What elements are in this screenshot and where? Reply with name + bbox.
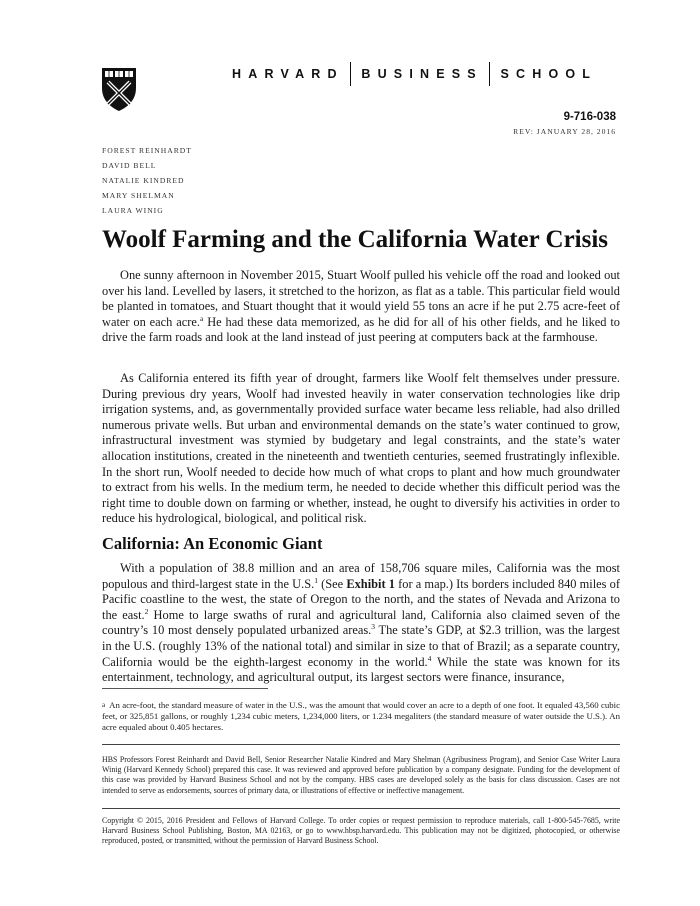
footnote-mark: a xyxy=(102,701,106,709)
author-list xyxy=(102,143,192,218)
author-name: NATALIE KINDRED xyxy=(102,176,185,185)
footnote-ref: a xyxy=(199,313,204,323)
footnote-text: An acre-foot, the standard measure of water in the U.S., was the amount that would cover an acre to a depth of one foot. It equaled 43,560 cubic feet, or 325,851 gallons, or roughly 1,234 cubic meters, 1,234,000 liters, or 1.234 megaliters (the standard measure of water outside the U.S.). An acre equaled about 0.405 hectares. xyxy=(102,700,620,732)
endnote-ref: 2 xyxy=(144,606,149,616)
footnote-separator xyxy=(102,688,268,689)
economy-paragraph xyxy=(102,561,620,686)
paragraph-text: for a map.) Its borders included 840 miles of Pacific coastline to the west, the state of Oregon to the north, and the states of Nevada and Arizona to the east. xyxy=(102,576,620,622)
endnote-ref: 1 xyxy=(314,575,318,585)
case-title: Woolf Farming and the California Water Crisis xyxy=(102,226,609,253)
revision-date: REV: JANUARY 28, 2016 xyxy=(513,127,616,136)
masthead-business: BUSINESS xyxy=(361,67,483,81)
harvard-business-school-masthead xyxy=(232,61,622,87)
paragraph-text: One sunny afternoon in November 2015, Stuart Woolf pulled his vehicle off the road and looked out over his land. Levelled by lasers, it stretched to the horizon, as flat as a table. This particular field would be planted in tomatoes, and Stuart thought that it would yield 55 tons an acre if he put 2.75 acre-feet of water on each acre. xyxy=(102,268,620,329)
paragraph-text: He had these data memorized, as he did for all of his other fields, and he liked to drive the farm roads and look at the land instead of just peering at computers back at the farmhouse. xyxy=(102,314,620,345)
section-heading: California: An Economic Giant xyxy=(102,534,323,553)
author-name: MARY SHELMAN xyxy=(102,191,175,200)
intro-paragraph xyxy=(102,268,620,346)
author-name: FOREST REINHARDT xyxy=(102,146,192,155)
author-name: DAVID BELL xyxy=(102,161,157,170)
copyright-notice: Copyright © 2015, 2016 President and Fellows of Harvard College. To order copies or request permission to reproduce materials, call 1-800-545-7685, write Harvard Business School Publishing, Boston, MA 02163, or go to www.hbsp.harvard.edu. This publication may not be digitized, photocopied, or otherwise reproduced, posted, or transmitted, without the permission of Harvard Business School. xyxy=(102,816,620,846)
footnote xyxy=(102,700,620,733)
authorship-note: HBS Professors Forest Reinhardt and David Bell, Senior Researcher Natalie Kindred and Mary Shelman (Agribusiness Program), and Senior Case Writer Laura Winig (Harvard Kennedy School) prepared this case. It was reviewed and approved before publication by a company designate. Funding for the development of this case was provided by Harvard Business School and not by the company. HBS cases are developed solely as the basis for class discussion. Cases are not intended to serve as endorsements, sources of primary data, or illustrations of effective or ineffective management. xyxy=(102,755,620,795)
paragraph-text: Home to large swaths of rural and agricultural land, California also claimed seven of the country’s 10 most densely populated urbanized areas. xyxy=(102,607,620,638)
masthead-divider xyxy=(350,62,352,86)
masthead-divider xyxy=(489,62,491,86)
endnote-ref: 4 xyxy=(427,653,432,663)
harvard-shield-icon xyxy=(100,66,138,112)
drought-paragraph: As California entered its fifth year of drought, farmers like Woolf felt themselves under pressure. During previous dry years, Woolf had invested heavily in water conservation technologies like drip irrigation systems, and, as governmentally provided surface water became less reliable, had also drilled numerous private wells. But urban and environmental demands on the state’s water continued to grow, infrastructural investment was stymied by budgetary and legal constraints, and the state’s water allocation institutions, created in the nineteenth and twentieth centuries, seemed frustratingly inflexible. In the short run, Woolf needed to decide how much of what crops to plant and how much groundwater to extract from his wells. In the medium term, he needed to decide whether this difficult period was the right time to double down on farming or whether, instead, he ought to diversify his activities in order to reduce his hydrological, biological, and political risk. xyxy=(102,371,620,526)
paragraph-text: The state’s GDP, at $2.3 trillion, was the largest in the U.S. (roughly 13% of the national total) and similar in size to that of Brazil; as a separate country, California would be the eighth-largest economy in the world. xyxy=(102,623,620,669)
author-name: LAURA WINIG xyxy=(102,206,164,215)
masthead-school: SCHOOL xyxy=(500,67,598,81)
exhibit-reference: Exhibit 1 xyxy=(346,576,395,591)
case-number: 9-716-038 xyxy=(563,111,616,123)
divider-line xyxy=(102,808,620,809)
divider-line xyxy=(102,744,620,745)
paragraph-text: With a population of 38.8 million and an area of 158,706 square miles, California was the most populous and third-largest state in the U.S. xyxy=(102,561,620,591)
masthead-harvard: HARVARD xyxy=(232,67,344,81)
endnote-ref: 3 xyxy=(371,622,375,632)
paragraph-text: (See xyxy=(317,576,347,591)
paragraph-text: While the state was known for its entertainment, technology, and agricultural output, its largest sectors were finance, insurance, xyxy=(102,654,620,685)
